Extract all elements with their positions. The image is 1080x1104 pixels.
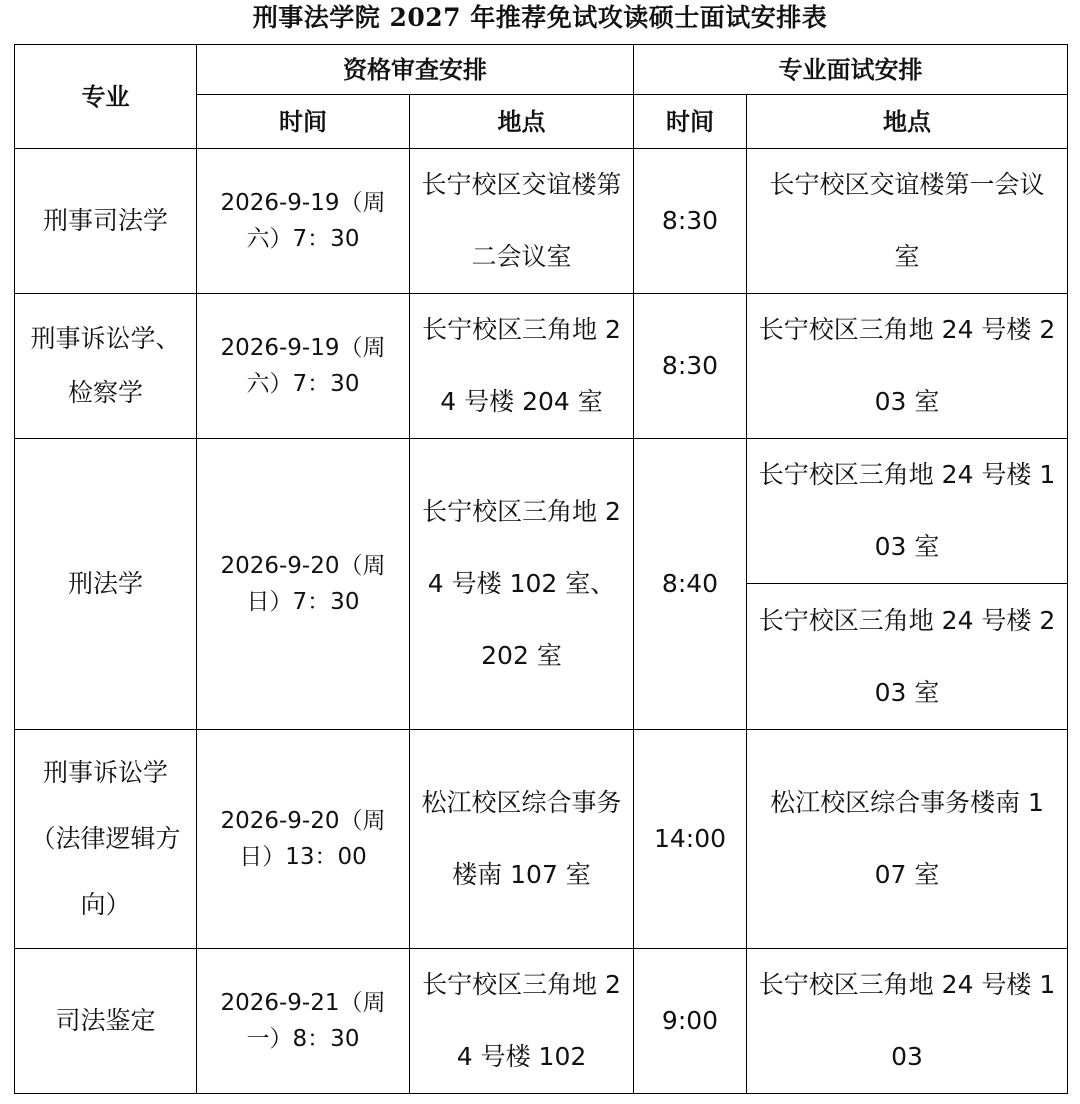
interview-place-cell	[747, 949, 1068, 1094]
qualification-time-text: 2026-9-19（周六）7：30	[220, 190, 386, 252]
table-row	[15, 149, 1068, 294]
interview-time-cell	[634, 949, 747, 1094]
interview-place-text: 松江校区综合事务楼南 107 室	[770, 788, 1044, 889]
qualification-time-cell	[197, 439, 410, 730]
interview-time-text: 9:00	[661, 1006, 719, 1035]
qualification-time-cell	[197, 949, 410, 1094]
interview-place-cell	[747, 439, 1068, 584]
qualification-time-text: 2026-9-19（周六）7：30	[220, 335, 386, 397]
interview-schedule-table	[14, 44, 1068, 1094]
header-qualification: 资格审查安排	[197, 45, 634, 95]
interview-place-cell	[747, 730, 1068, 949]
interview-time-cell	[634, 294, 747, 439]
interview-place-text: 长宁校区三角地 24 号楼 203 室	[758, 605, 1056, 707]
table-row	[15, 730, 1068, 949]
qualification-time-cell	[197, 730, 410, 949]
table-row	[15, 439, 1068, 584]
interview-time-cell	[634, 730, 747, 949]
table-row	[15, 294, 1068, 439]
interview-time-text: 8:30	[661, 351, 719, 380]
interview-place-text: 长宁校区交谊楼第一会议室	[769, 170, 1045, 271]
interview-time-text: 8:30	[661, 206, 719, 235]
qualification-time-text: 2026-9-21（周一）8：30	[220, 990, 386, 1052]
interview-place-text: 长宁校区三角地 24 号楼 103 室	[758, 460, 1056, 561]
interview-place-cell	[747, 149, 1068, 294]
qualification-place-cell	[410, 439, 634, 730]
qualification-place-cell	[410, 294, 634, 439]
header-row-1	[15, 45, 1068, 95]
qualification-place-text: 长宁校区三角地 24 号楼 102 室、202 室	[422, 497, 621, 670]
qualification-place-cell	[410, 149, 634, 294]
interview-place-cell	[747, 294, 1068, 439]
qualification-place-text: 长宁校区三角地 24 号楼 204 室	[422, 315, 621, 416]
header-interview-place: 地点	[747, 95, 1068, 149]
major-text: 刑法学	[67, 569, 143, 598]
page-title: 刑事法学院 2027 年推荐免试攻读硕士面试安排表	[252, 3, 828, 32]
major-text: 司法鉴定	[55, 1006, 156, 1035]
qualification-time-cell	[197, 294, 410, 439]
header-qualification-time: 时间	[197, 95, 410, 149]
qualification-place-text: 长宁校区交谊楼第二会议室	[421, 170, 622, 271]
major-cell	[15, 730, 197, 949]
major-cell	[15, 294, 197, 439]
major-cell	[15, 439, 197, 730]
header-interview-time: 时间	[634, 95, 747, 149]
header-major: 专业	[15, 45, 197, 149]
qualification-place-text: 松江校区综合事务楼南 107 室	[421, 788, 622, 889]
interview-time-cell	[634, 149, 747, 294]
qualification-time-text: 2026-9-20（周日）13：00	[220, 808, 386, 870]
header-qualification-place: 地点	[410, 95, 634, 149]
table-row	[15, 949, 1068, 1094]
interview-place-cell	[747, 584, 1068, 730]
major-cell	[15, 149, 197, 294]
qualification-place-cell	[410, 730, 634, 949]
major-text: 刑事司法学	[42, 206, 168, 235]
interview-time-text: 14:00	[653, 824, 727, 853]
interview-place-text: 长宁校区三角地 24 号楼 103	[758, 970, 1056, 1071]
qualification-time-cell	[197, 149, 410, 294]
qualification-place-cell	[410, 949, 634, 1094]
header-interview: 专业面试安排	[634, 45, 1068, 95]
major-text: 刑事诉讼学（法律逻辑方向）	[30, 758, 181, 919]
interview-place-text: 长宁校区三角地 24 号楼 203 室	[758, 315, 1056, 416]
interview-time-cell	[634, 439, 747, 730]
major-cell	[15, 949, 197, 1094]
major-text: 刑事诉讼学、检察学	[30, 324, 181, 407]
interview-time-text: 8:40	[661, 569, 719, 598]
qualification-place-text: 长宁校区三角地 24 号楼 102	[422, 970, 621, 1071]
qualification-time-text: 2026-9-20（周日）7：30	[220, 553, 386, 615]
